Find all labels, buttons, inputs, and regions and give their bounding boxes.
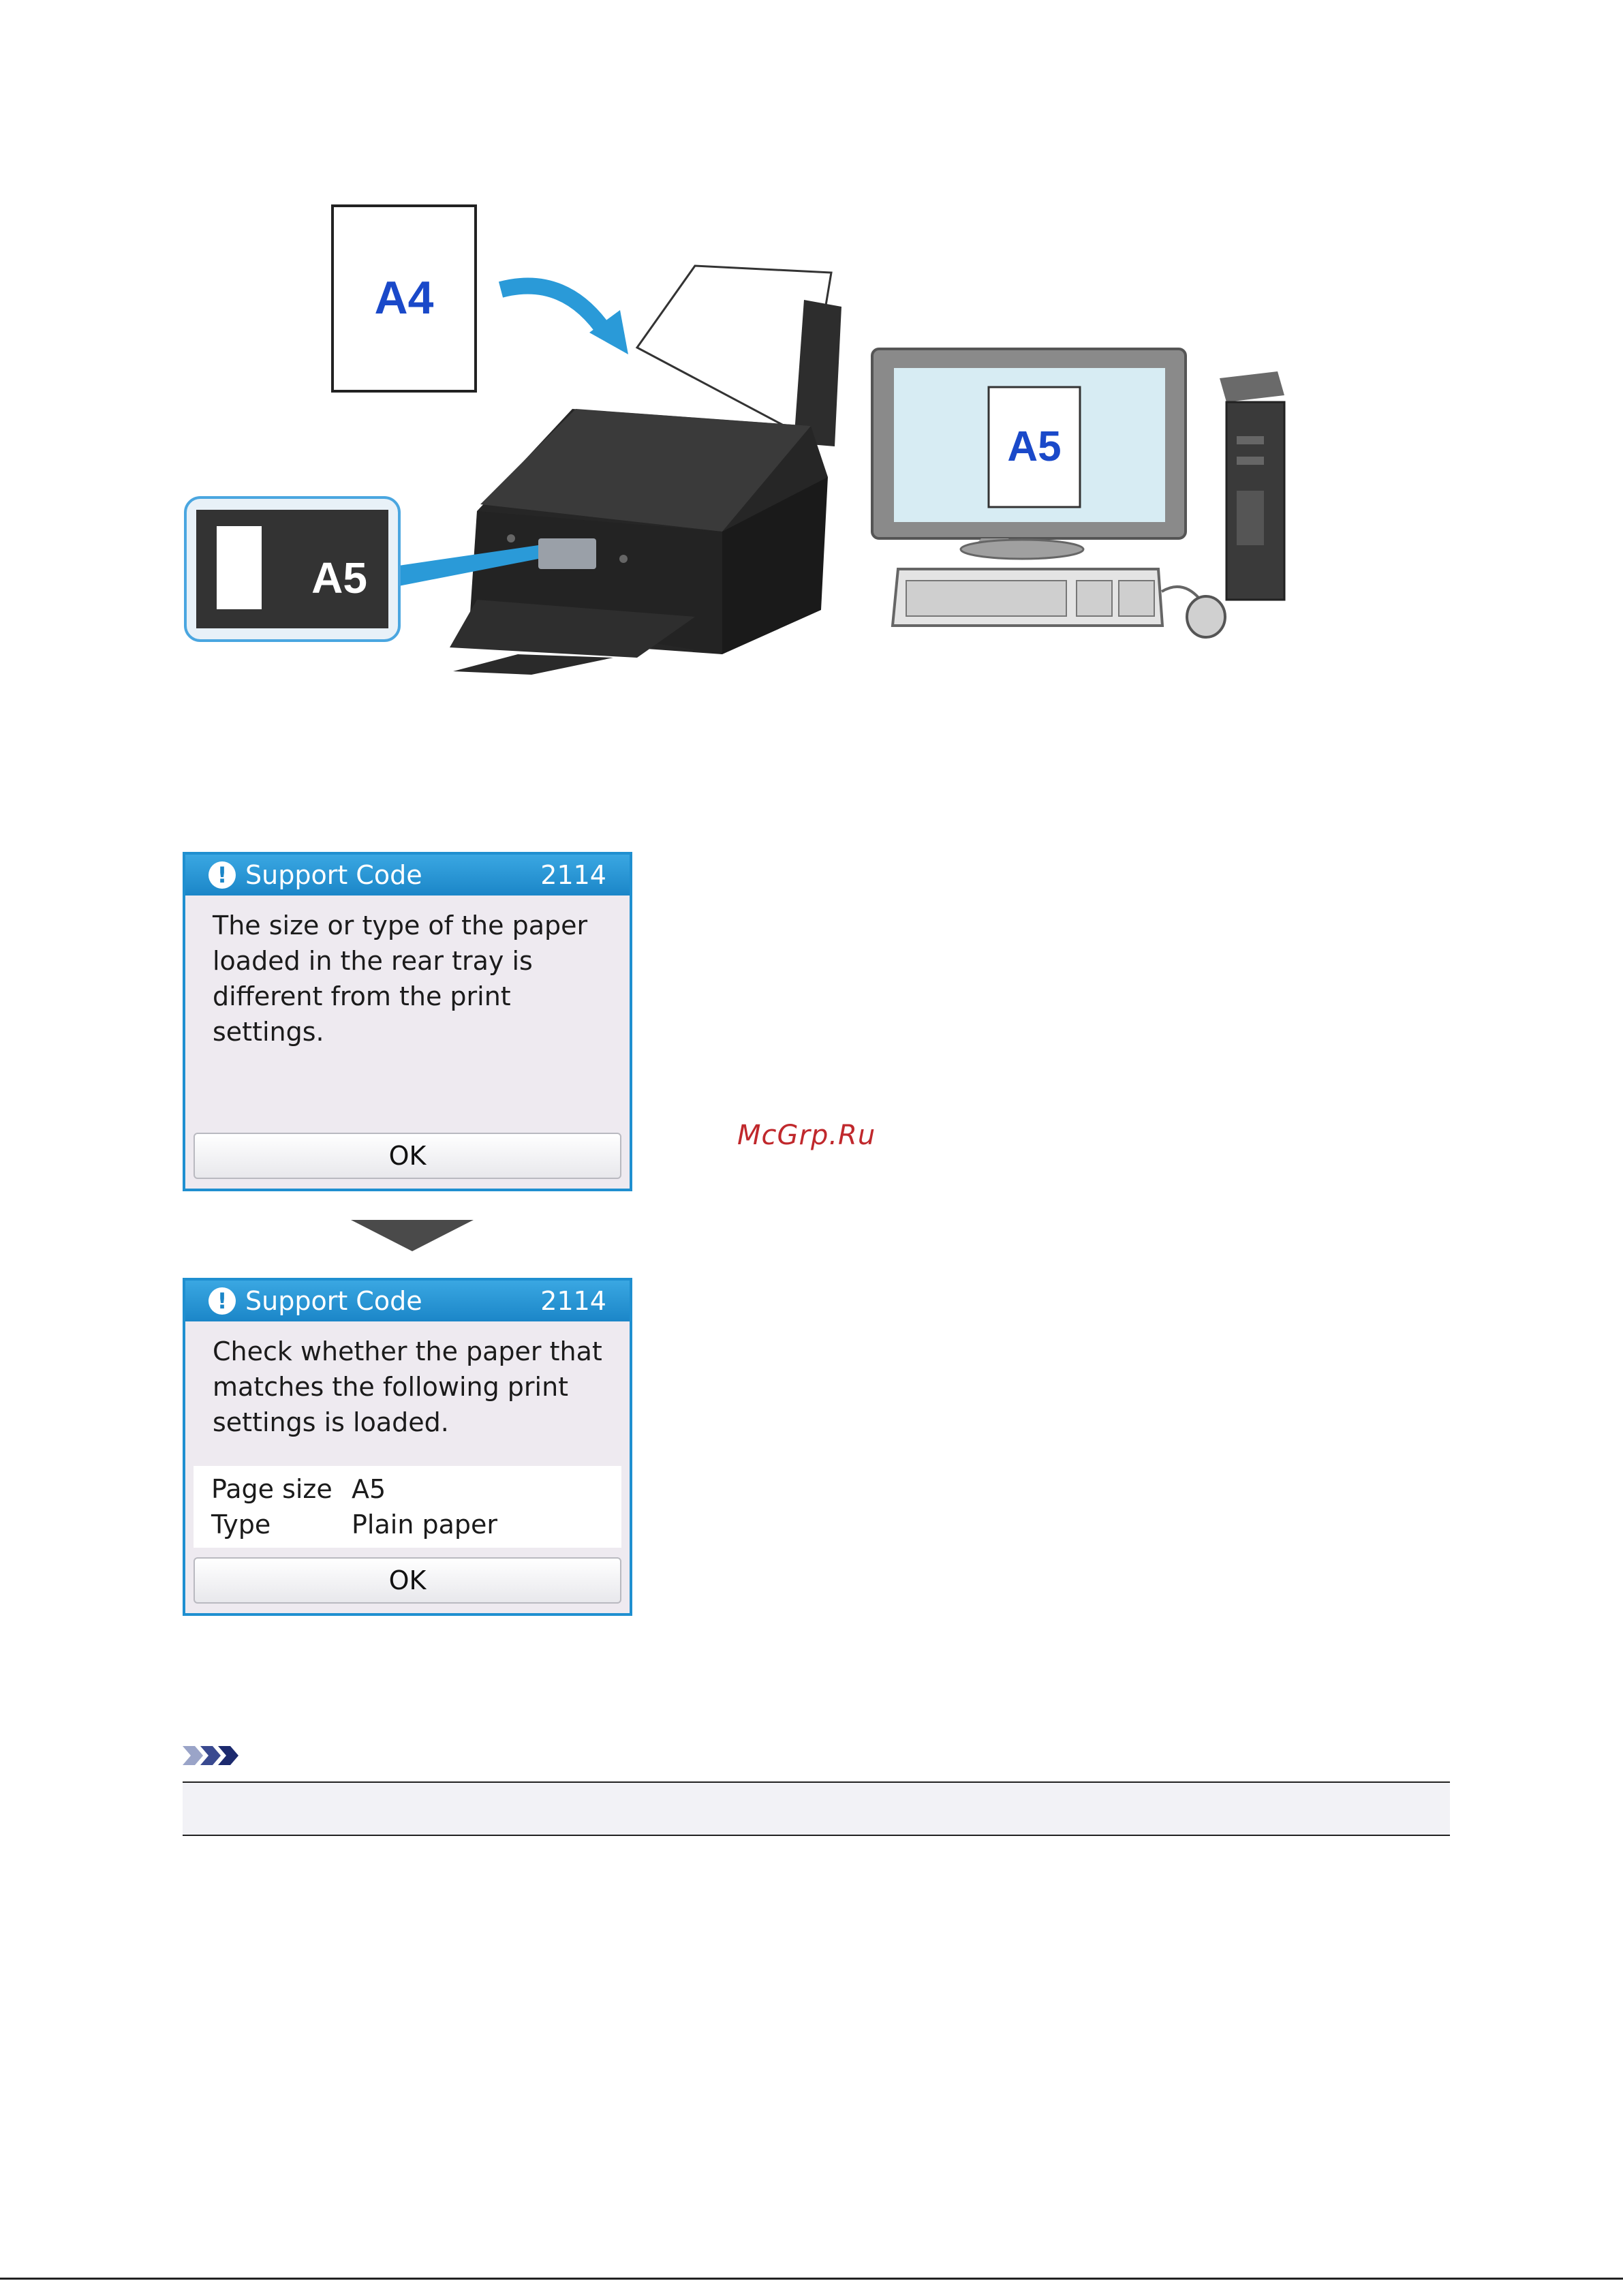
settings-row-page-size — [211, 1471, 604, 1507]
dialog-1-message-line: different from the print settings. — [213, 981, 511, 1047]
paper-mismatch-illustration — [170, 198, 1295, 688]
panel-paper-icon — [217, 526, 262, 609]
mouse-icon — [1162, 587, 1225, 637]
down-arrow-icon — [351, 1220, 474, 1254]
dialog-1-titlebar — [185, 855, 630, 896]
dialog-2-titlebar — [185, 1281, 630, 1321]
settings-key: Type — [211, 1510, 271, 1540]
watermark: McGrp.Ru — [737, 1120, 876, 1151]
note-box — [183, 1781, 1450, 1836]
printer-icon — [450, 266, 841, 675]
settings-row-type — [211, 1507, 604, 1542]
note-chevrons-icon — [183, 1742, 251, 1769]
a4-label: A4 — [374, 272, 434, 324]
settings-key: Page size — [211, 1474, 333, 1504]
keyboard-icon — [893, 569, 1162, 626]
dialog-2-support-code: 2114 — [540, 1286, 606, 1316]
dialog-1-message-line: loaded in the rear tray is — [213, 946, 533, 976]
panel-size-label: A5 — [311, 553, 367, 602]
curved-arrow-icon — [501, 286, 606, 334]
computer-size-label: A5 — [1007, 423, 1062, 470]
dialog-1-message — [185, 896, 630, 1050]
support-code-dialog-2 — [183, 1278, 632, 1616]
dialog-1-support-code: 2114 — [540, 860, 606, 890]
exclamation-icon: ! — [208, 861, 236, 889]
dialog-2-message-line: settings is loaded. — [213, 1407, 449, 1437]
dialog-1-title: Support Code — [245, 860, 422, 890]
dialog-2-message-line: matches the following print — [213, 1372, 569, 1402]
support-code-dialog-1 — [183, 852, 632, 1191]
dialog-1-ok-button[interactable]: OK — [194, 1133, 621, 1179]
dialog-1-message-line: The size or type of the paper — [213, 910, 588, 940]
dialog-2-ok-button[interactable]: OK — [194, 1557, 621, 1604]
computer-tower-icon — [1220, 371, 1284, 600]
dialog-2-message-line: Check whether the paper that — [213, 1336, 602, 1366]
settings-value: A5 — [352, 1474, 386, 1504]
print-settings-list — [194, 1466, 621, 1548]
settings-value: Plain paper — [352, 1510, 498, 1540]
dialog-2-title: Support Code — [245, 1286, 422, 1316]
exclamation-icon: ! — [208, 1287, 236, 1315]
footer-rule — [0, 2278, 1623, 2280]
dialog-2-message — [185, 1321, 630, 1440]
